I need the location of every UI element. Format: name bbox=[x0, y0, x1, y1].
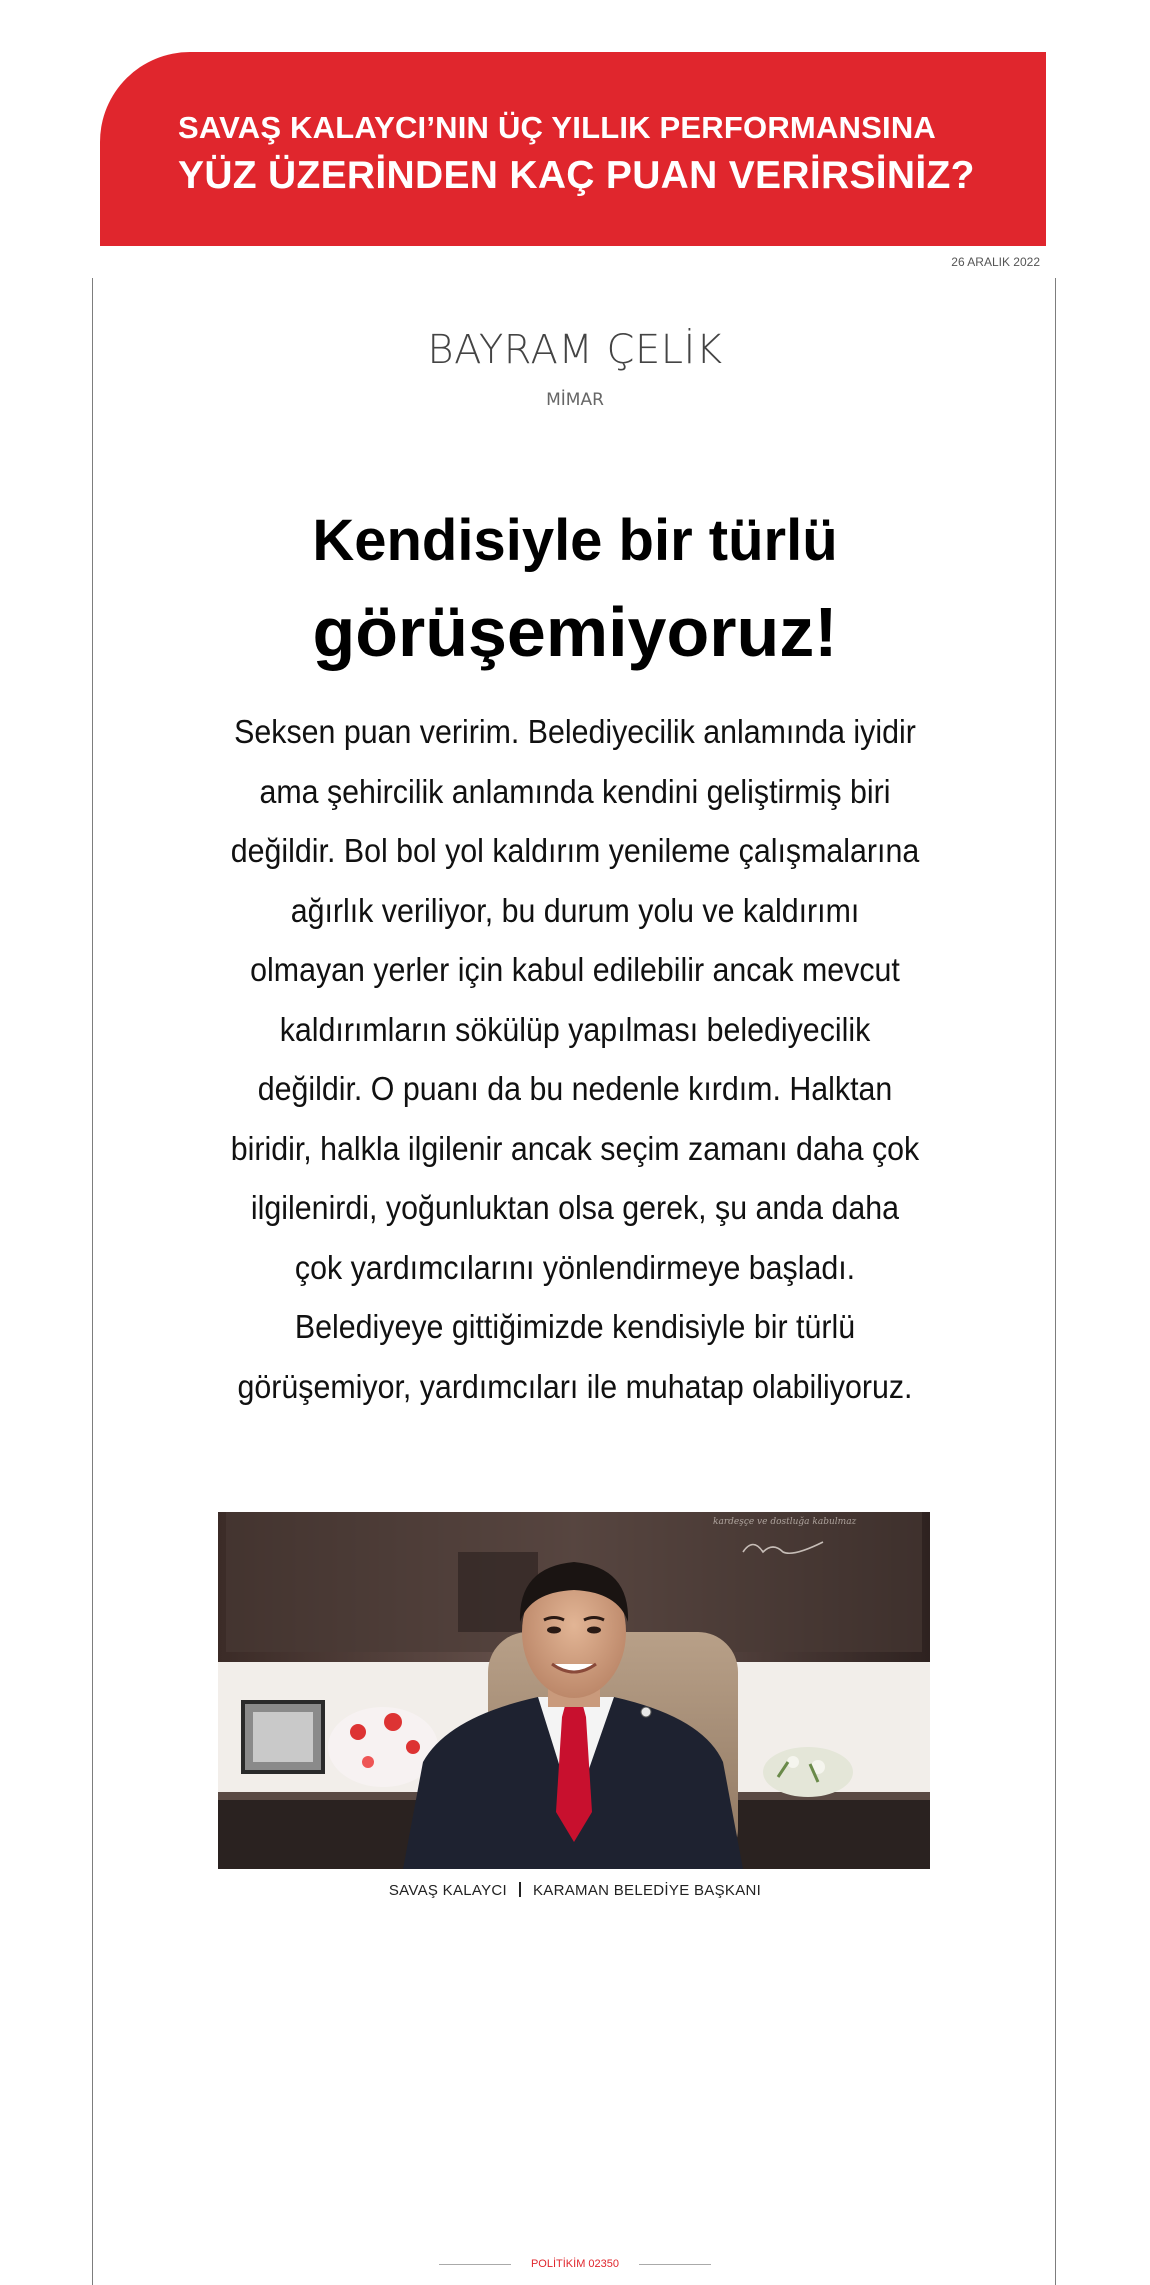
author-profession: MİMAR bbox=[546, 390, 604, 410]
photo-caption bbox=[0, 1882, 1150, 1899]
publish-date: 26 ARALIK 2022 bbox=[951, 255, 1040, 269]
footer-rule-left bbox=[439, 2264, 511, 2265]
article-headline bbox=[0, 500, 1150, 682]
caption-separator bbox=[519, 1882, 521, 1897]
headline-line1: Kendisiyle bir türlü bbox=[312, 508, 838, 573]
banner-title-line1: SAVAŞ KALAYCI’NIN ÜÇ YILLIK PERFORMANSINA bbox=[178, 110, 936, 145]
mayor-portrait-illustration bbox=[218, 1512, 930, 1869]
caption-role: KARAMAN BELEDİYE BAŞKANI bbox=[533, 1882, 762, 1899]
footer-rule-right bbox=[639, 2264, 711, 2265]
svg-text:kardeşçe ve dostluğa kabulmaz: kardeşçe ve dostluğa kabulmaz bbox=[713, 1517, 857, 1527]
mayor-photo bbox=[218, 1512, 930, 1869]
author-name: BAYRAM ÇELİK bbox=[427, 327, 723, 373]
article-body: Seksen puan veririm. Belediyecilik anlamında iyidir ama şehircilik anlamında kendini geliştirmiş biri değildir. Bol bol yol kaldırım yenileme çalışmalarına ağırlık veriliyor, bu durum yolu ve kaldırımı olmayan yerler için kabul edilebilir ancak mevcut kaldırımların sökülüp yapılması belediyecilik değildir. O puanı da bu nedenle kırdım. Halktan biridir, halkla ilgilenir ancak seçim zamanı daha çok ilgilenirdi, yoğunluktan olsa gerek, şu anda daha çok yardımcılarını yönlendirmeye başladı. Belediyeye gittiğimizde kendisiyle bir türlü görüşemiyor, yardımcıları ile muhatap olabiliyoruz. bbox=[230, 713, 920, 1405]
caption-name: SAVAŞ KALAYCI bbox=[388, 1882, 507, 1899]
banner-title-line2: YÜZ ÜZERİNDEN KAÇ PUAN VERİRSİNİZ? bbox=[178, 154, 975, 197]
page-footer bbox=[0, 2258, 1150, 2270]
footer-label: POLİTİKİM 02350 bbox=[530, 2258, 620, 2270]
header-banner bbox=[100, 52, 1046, 246]
headline-line2: görüşemiyoruz! bbox=[312, 593, 838, 671]
